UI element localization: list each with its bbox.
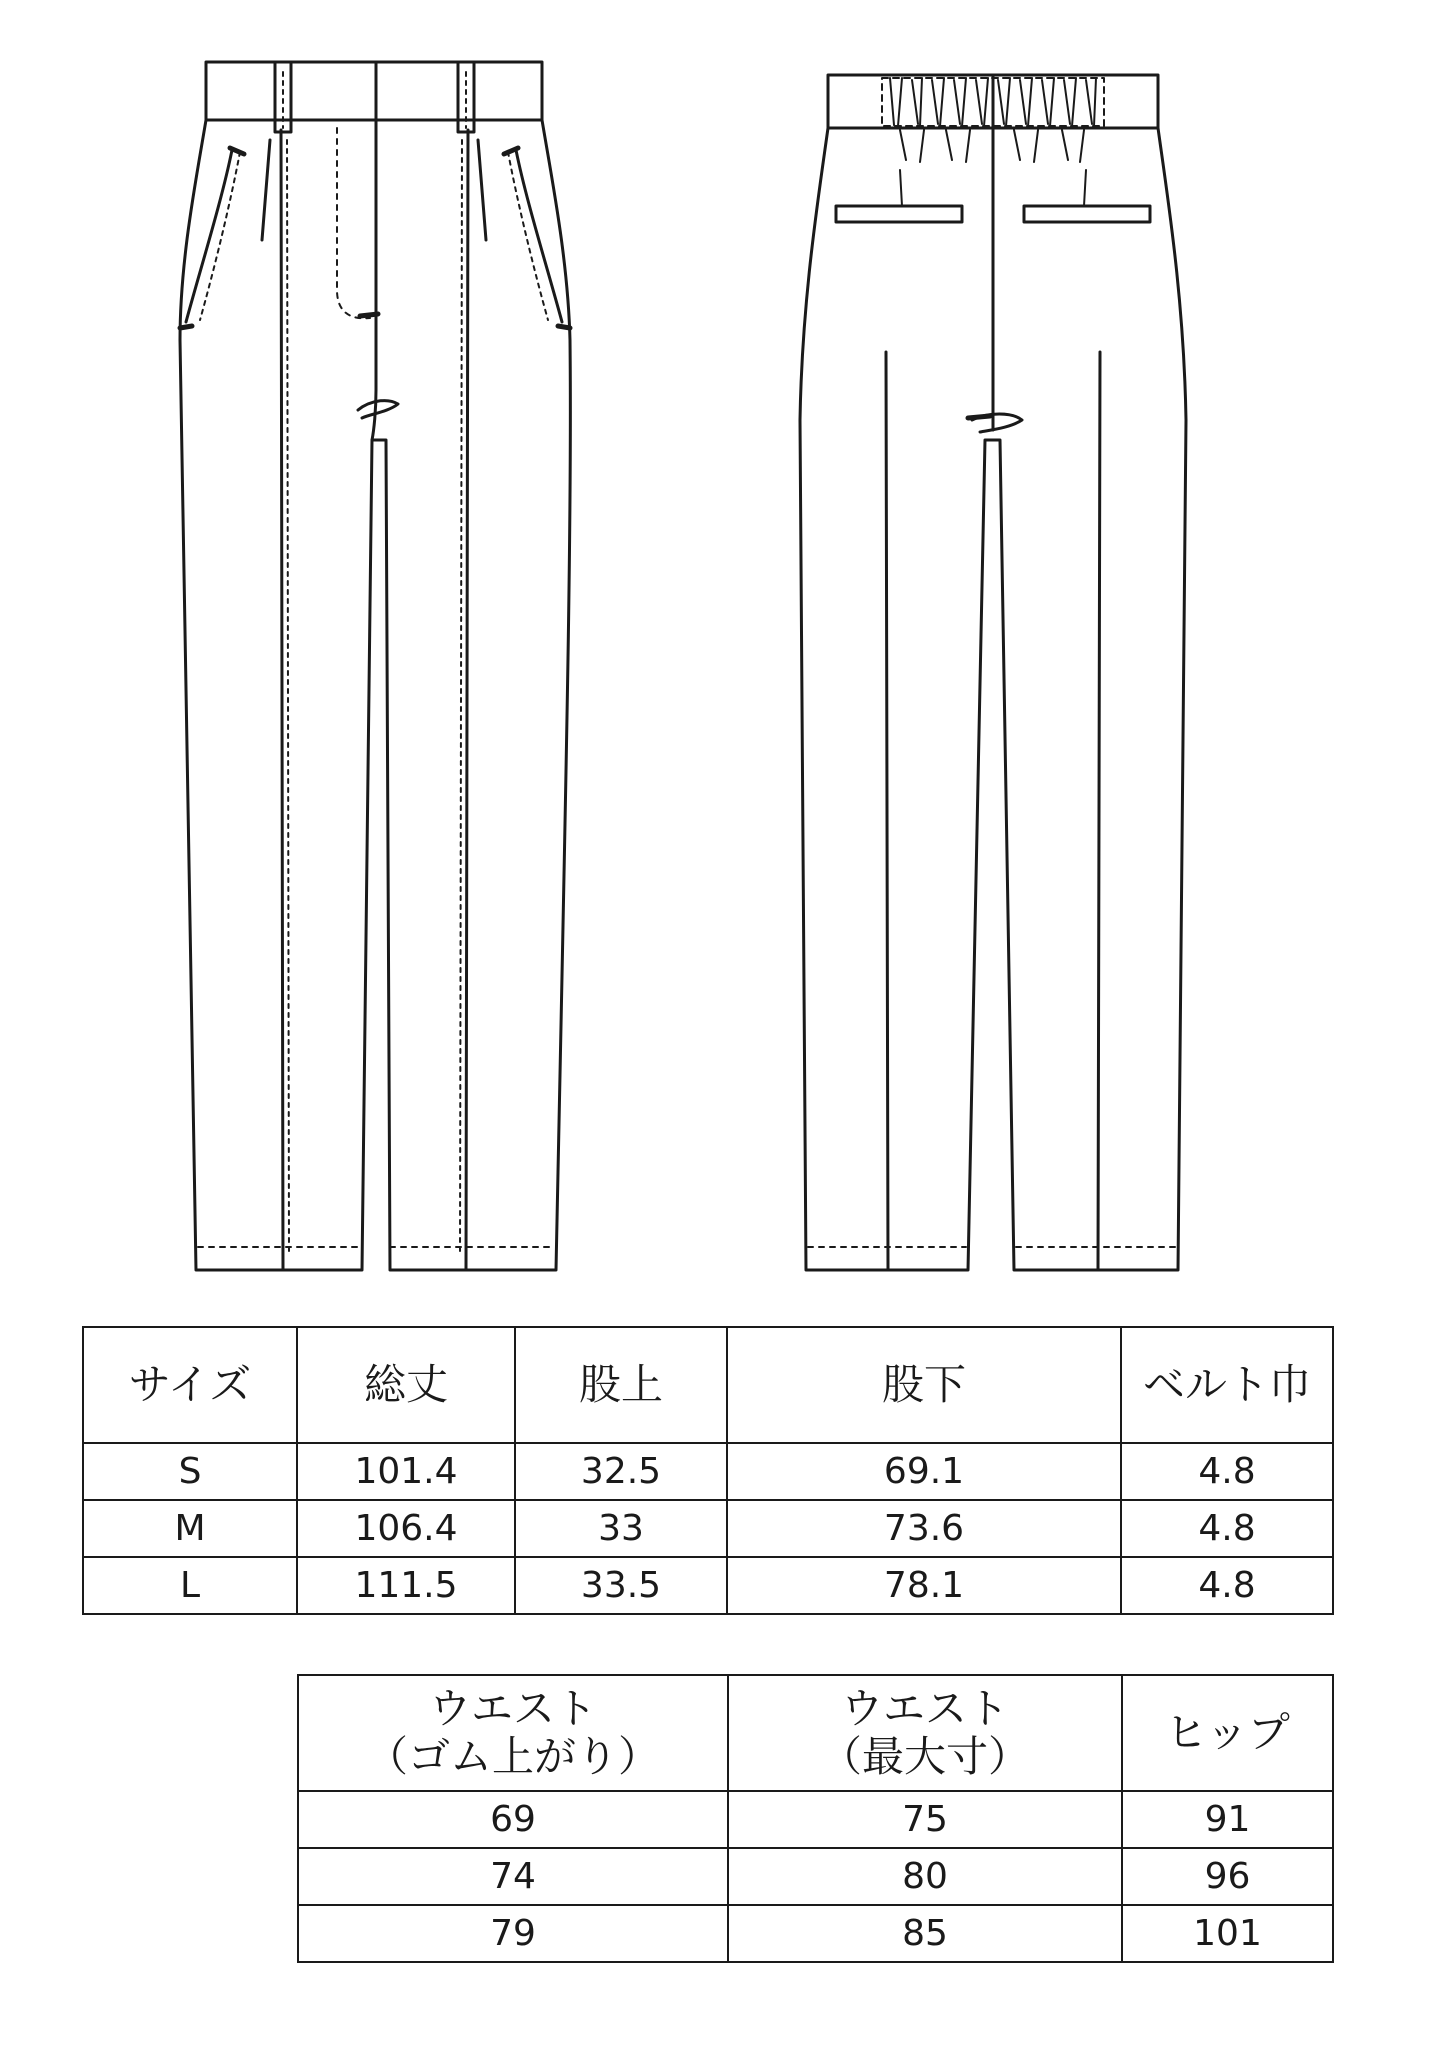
header-waist-elastic [298, 1675, 728, 1791]
cell-rise: 33.5 [515, 1557, 727, 1614]
cell-size: L [83, 1557, 297, 1614]
cell-size: S [83, 1443, 297, 1500]
header-rise: 股上 [515, 1327, 727, 1443]
cell-total-length: 111.5 [297, 1557, 515, 1614]
header-size: サイズ [83, 1327, 297, 1443]
header-waist-elastic-line1: ウエスト [428, 1684, 597, 1733]
table-row [298, 1905, 1333, 1962]
cell-total-length: 106.4 [297, 1500, 515, 1557]
size-measurement-table [82, 1326, 1334, 1615]
header-inseam: 股下 [727, 1327, 1121, 1443]
cell-belt-width: 4.8 [1121, 1500, 1333, 1557]
table-row [83, 1443, 1333, 1500]
header-waist-max-line1: ウエスト [840, 1684, 1009, 1733]
cell-hip: 101 [1122, 1905, 1333, 1962]
table-row [298, 1848, 1333, 1905]
header-hip-line1: ヒップ [1165, 1708, 1290, 1757]
cell-rise: 33 [515, 1500, 727, 1557]
table-row [83, 1557, 1333, 1614]
cell-inseam: 78.1 [727, 1557, 1121, 1614]
header-belt-width: ベルト巾 [1121, 1327, 1333, 1443]
cell-waist-elastic: 79 [298, 1905, 728, 1962]
cell-hip: 96 [1122, 1848, 1333, 1905]
back-view-drawing [800, 75, 1186, 1270]
cell-waist-max: 75 [728, 1791, 1122, 1848]
cell-waist-max: 80 [728, 1848, 1122, 1905]
cell-belt-width: 4.8 [1121, 1443, 1333, 1500]
table-row [83, 1500, 1333, 1557]
header-waist-elastic-line2: （ゴム上がり） [365, 1732, 660, 1781]
header-total-length: 総丈 [297, 1327, 515, 1443]
cell-rise: 32.5 [515, 1443, 727, 1500]
cell-inseam: 73.6 [727, 1500, 1121, 1557]
cell-belt-width: 4.8 [1121, 1557, 1333, 1614]
header-waist-max-line2: （最大寸） [819, 1732, 1030, 1781]
cell-total-length: 101.4 [297, 1443, 515, 1500]
header-waist-max [728, 1675, 1122, 1791]
cell-size: M [83, 1500, 297, 1557]
header-hip [1122, 1675, 1333, 1791]
front-view-drawing [180, 62, 570, 1270]
cell-inseam: 69.1 [727, 1443, 1121, 1500]
cell-hip: 91 [1122, 1791, 1333, 1848]
cell-waist-elastic: 69 [298, 1791, 728, 1848]
waist-hip-table [297, 1674, 1334, 1963]
table-header-row [298, 1675, 1333, 1791]
cell-waist-max: 85 [728, 1905, 1122, 1962]
table-header-row [83, 1327, 1333, 1443]
table-row [298, 1791, 1333, 1848]
cell-waist-elastic: 74 [298, 1848, 728, 1905]
